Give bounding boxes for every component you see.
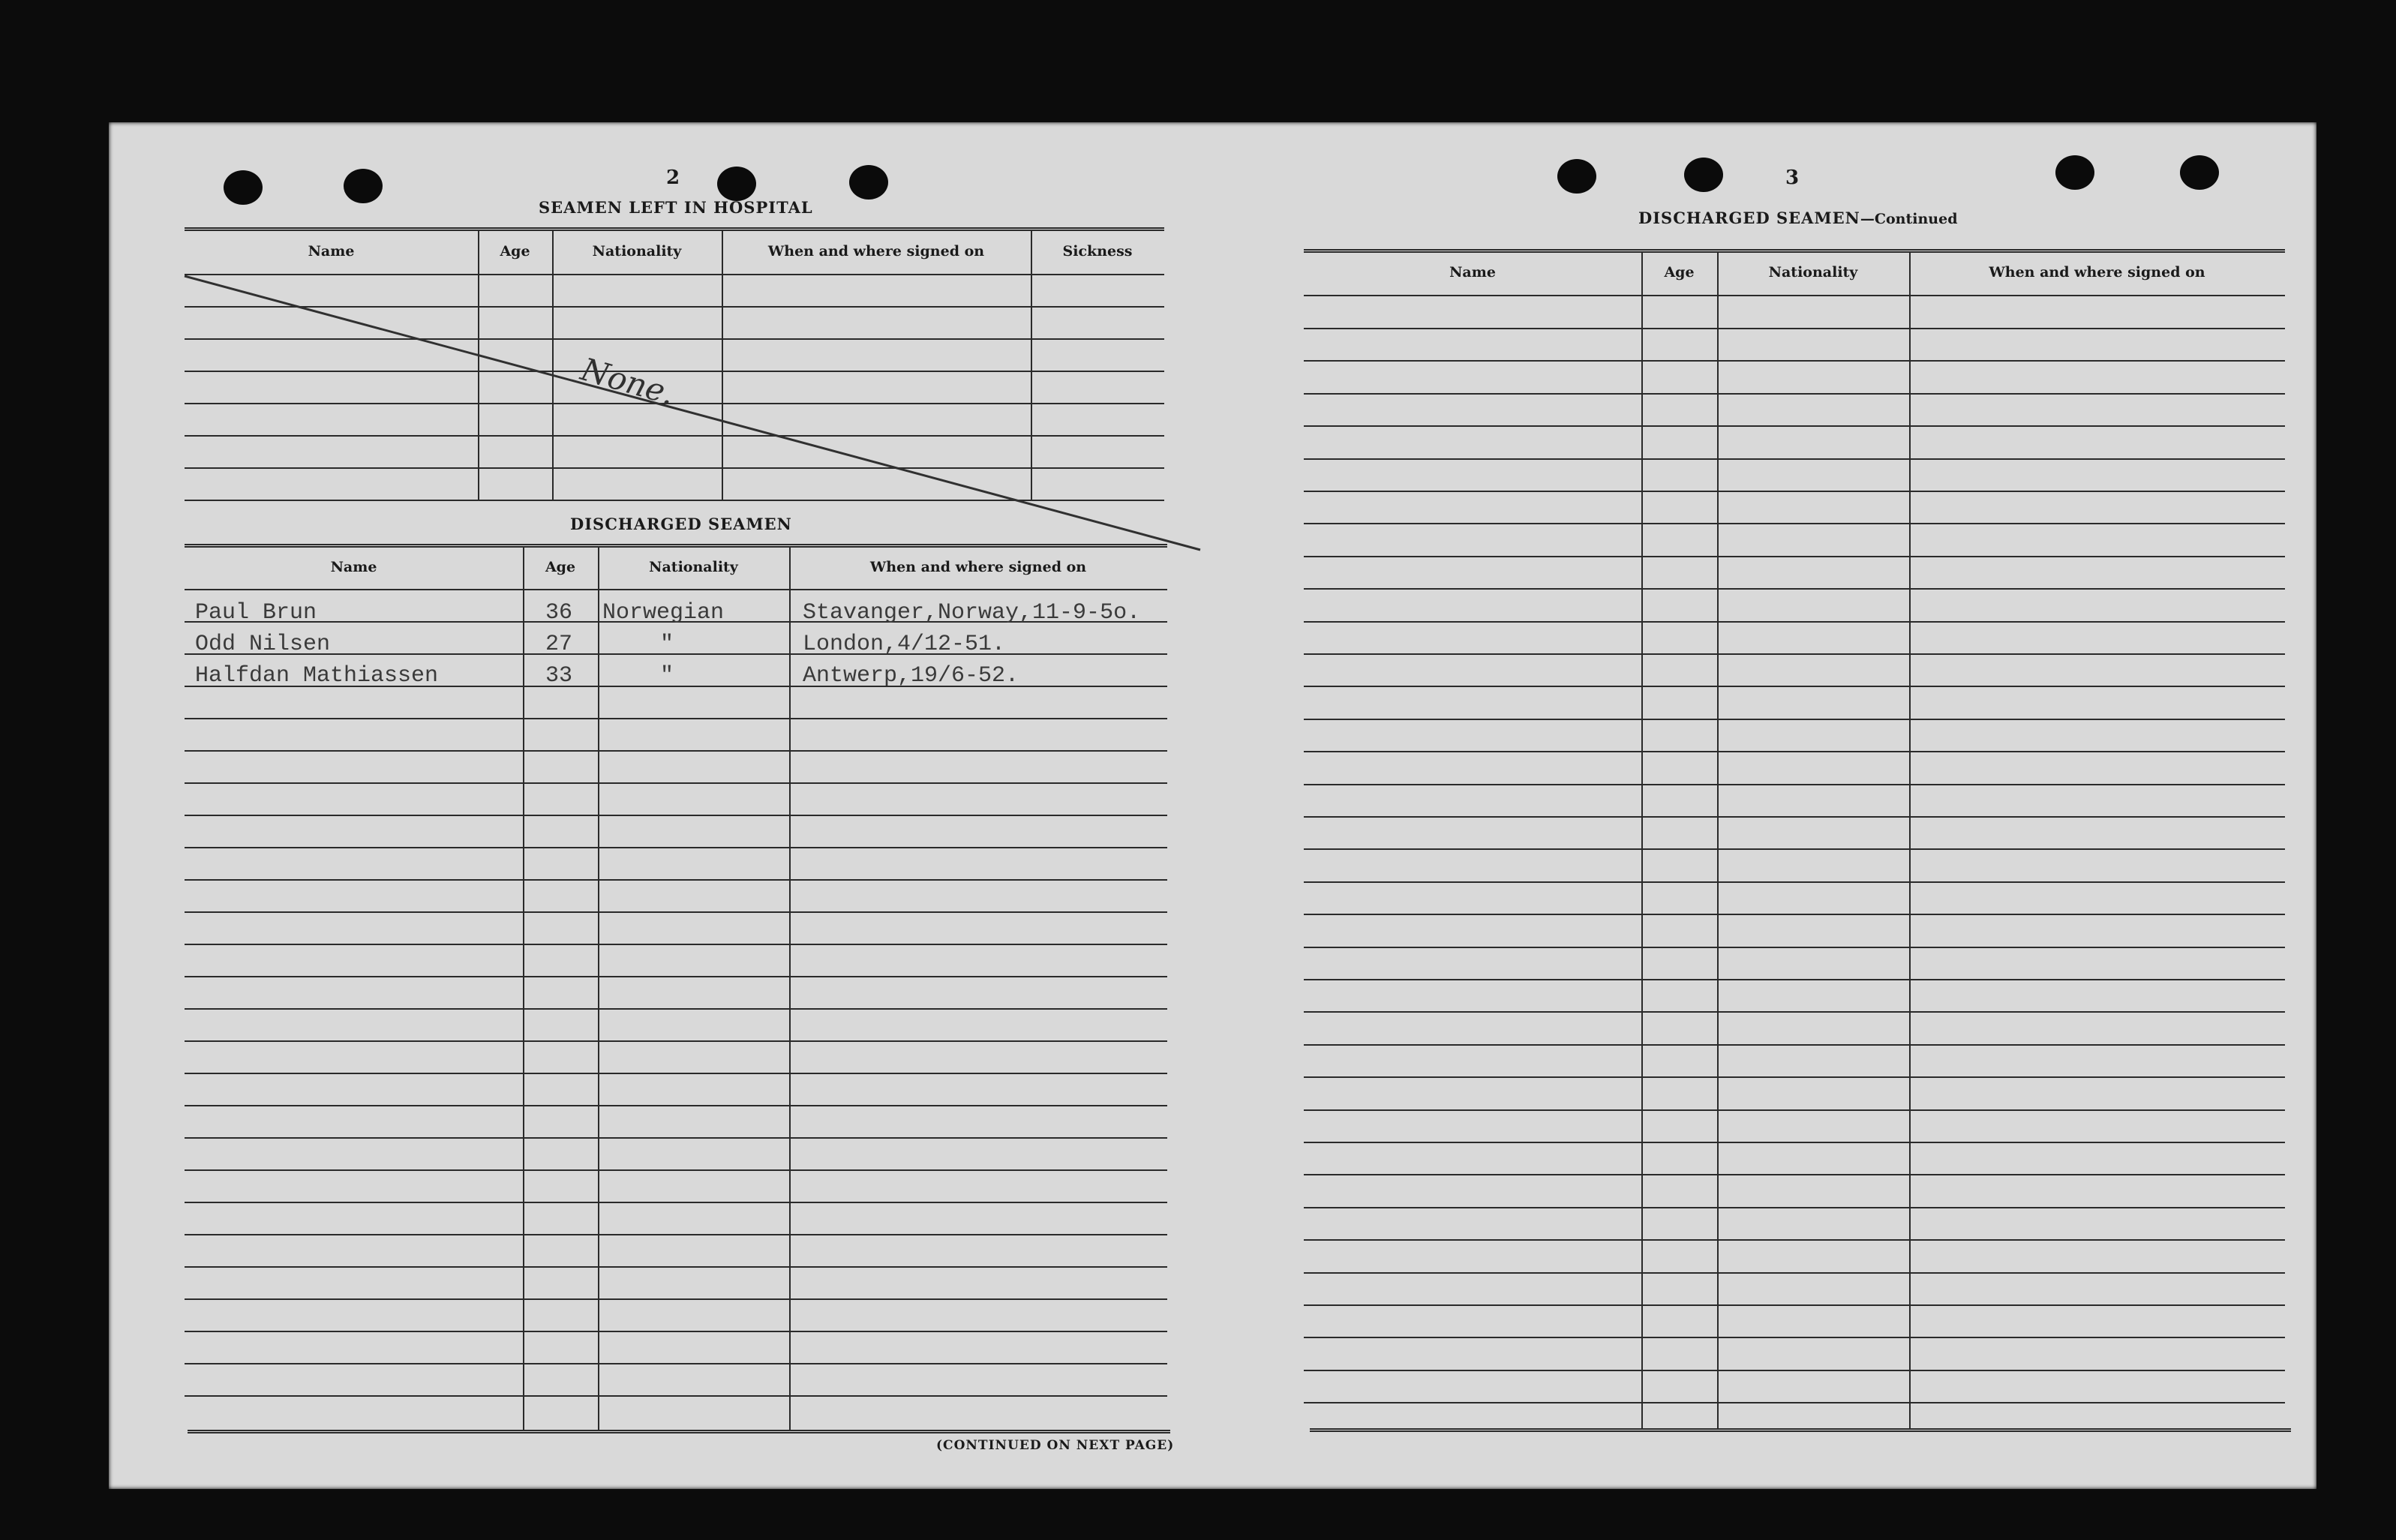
ruled-line [1304, 556, 2285, 557]
column-header-sickness: Sickness [1062, 243, 1133, 260]
ruled-line [1304, 360, 2285, 362]
ruled-line [1304, 816, 2285, 818]
ruled-line [1304, 784, 2285, 785]
ruled-line [1304, 1337, 2285, 1338]
ruled-line [185, 1169, 1167, 1171]
ruled-line [185, 1040, 1167, 1042]
ruled-line [1304, 653, 2285, 655]
seaman-name: Halfdan Mathiassen [195, 663, 439, 689]
seaman-signed-on: Antwerp,19/6-52. [803, 663, 1019, 689]
ruled-line [185, 782, 1167, 784]
ruled-line [1304, 1370, 2285, 1371]
discharged-continued-title: DISCHARGED SEAMEN—Continued [1638, 209, 1958, 227]
ruled-line [1304, 621, 2285, 623]
ruled-line [1304, 1109, 2285, 1111]
page-number: 3 [1785, 167, 1800, 189]
ruled-line [1304, 1304, 2285, 1306]
ruled-line [185, 1331, 1167, 1332]
ruled-line [1304, 1174, 2285, 1175]
ruled-line [185, 911, 1167, 913]
ruled-line [1304, 751, 2285, 752]
ruled-line [185, 1363, 1167, 1364]
ruled-line [185, 718, 1167, 719]
ruled-line [185, 879, 1167, 881]
ruled-line [1304, 425, 2285, 427]
ruled-line [185, 750, 1167, 752]
column-header-signed-on: When and where signed on [1989, 264, 2205, 281]
ruled-line [1304, 328, 2285, 329]
ruled-line [1304, 1142, 2285, 1143]
ruled-line [185, 1298, 1167, 1300]
seaman-signed-on: London,4/12-51. [803, 632, 1006, 657]
ruled-line [1304, 686, 2285, 687]
ruled-line [1304, 523, 2285, 524]
ruled-line [185, 847, 1167, 848]
ruled-line [1304, 848, 2285, 850]
ruled-line [185, 653, 1167, 655]
column-header-name: Name [308, 243, 355, 260]
ruled-line [185, 1073, 1167, 1074]
ruled-line [185, 1202, 1167, 1203]
ruled-line [185, 1234, 1167, 1235]
seaman-age: 33 [545, 663, 573, 689]
hospital-section-title: SEAMEN LEFT IN HOSPITAL [539, 198, 813, 217]
ruled-line [1304, 881, 2285, 883]
ruled-line [185, 1137, 1167, 1139]
column-header-age: Age [1664, 264, 1695, 281]
ruled-line [1304, 914, 2285, 915]
seaman-nationality: " [660, 632, 674, 657]
discharged-section-title: DISCHARGED SEAMEN [570, 515, 792, 533]
column-header-age: Age [545, 559, 576, 575]
ruled-line [185, 1395, 1167, 1397]
column-header-name: Name [330, 559, 377, 575]
ruled-line [1304, 979, 2285, 980]
ruled-line [1304, 1044, 2285, 1046]
seaman-name: Odd Nilsen [195, 632, 331, 657]
ruled-line [185, 1105, 1167, 1106]
ruled-line [1304, 947, 2285, 948]
column-header-signed-on: When and where signed on [767, 243, 985, 260]
column-header-nationality: Nationality [592, 243, 682, 260]
ruled-line [1304, 1239, 2285, 1241]
ruled-line [1304, 588, 2285, 590]
page-number: 2 [666, 167, 680, 189]
seaman-age: 36 [545, 600, 573, 626]
ruled-line [1304, 458, 2285, 460]
seaman-signed-on: Stavanger,Norway,11-9-5o. [803, 600, 1141, 626]
ruled-line [185, 976, 1167, 977]
ruled-line [1304, 1011, 2285, 1013]
ruled-line [1304, 393, 2285, 395]
seaman-age: 27 [545, 632, 573, 657]
column-header-name: Name [1449, 264, 1496, 281]
ruled-line [185, 815, 1167, 816]
continued-note: (CONTINUED ON NEXT PAGE) [936, 1438, 1175, 1453]
ruled-line [1304, 1076, 2285, 1078]
ruled-line [185, 944, 1167, 945]
column-header-nationality: Nationality [649, 559, 738, 575]
seaman-name: Paul Brun [195, 600, 317, 626]
column-header-nationality: Nationality [1768, 264, 1858, 281]
seaman-nationality: Norwegian [602, 600, 725, 626]
ruled-line [1304, 1402, 2285, 1403]
ruled-line [1304, 719, 2285, 720]
column-header-age: Age [500, 243, 530, 260]
ruled-line [185, 1008, 1167, 1010]
seaman-nationality: " [660, 663, 674, 689]
ruled-line [185, 1266, 1167, 1268]
ruled-line [1304, 491, 2285, 492]
handwritten-note: None. [577, 350, 680, 413]
ruled-line [1304, 1272, 2285, 1274]
column-header-signed-on: When and where signed on [869, 559, 1087, 575]
ruled-line [1304, 1207, 2285, 1208]
